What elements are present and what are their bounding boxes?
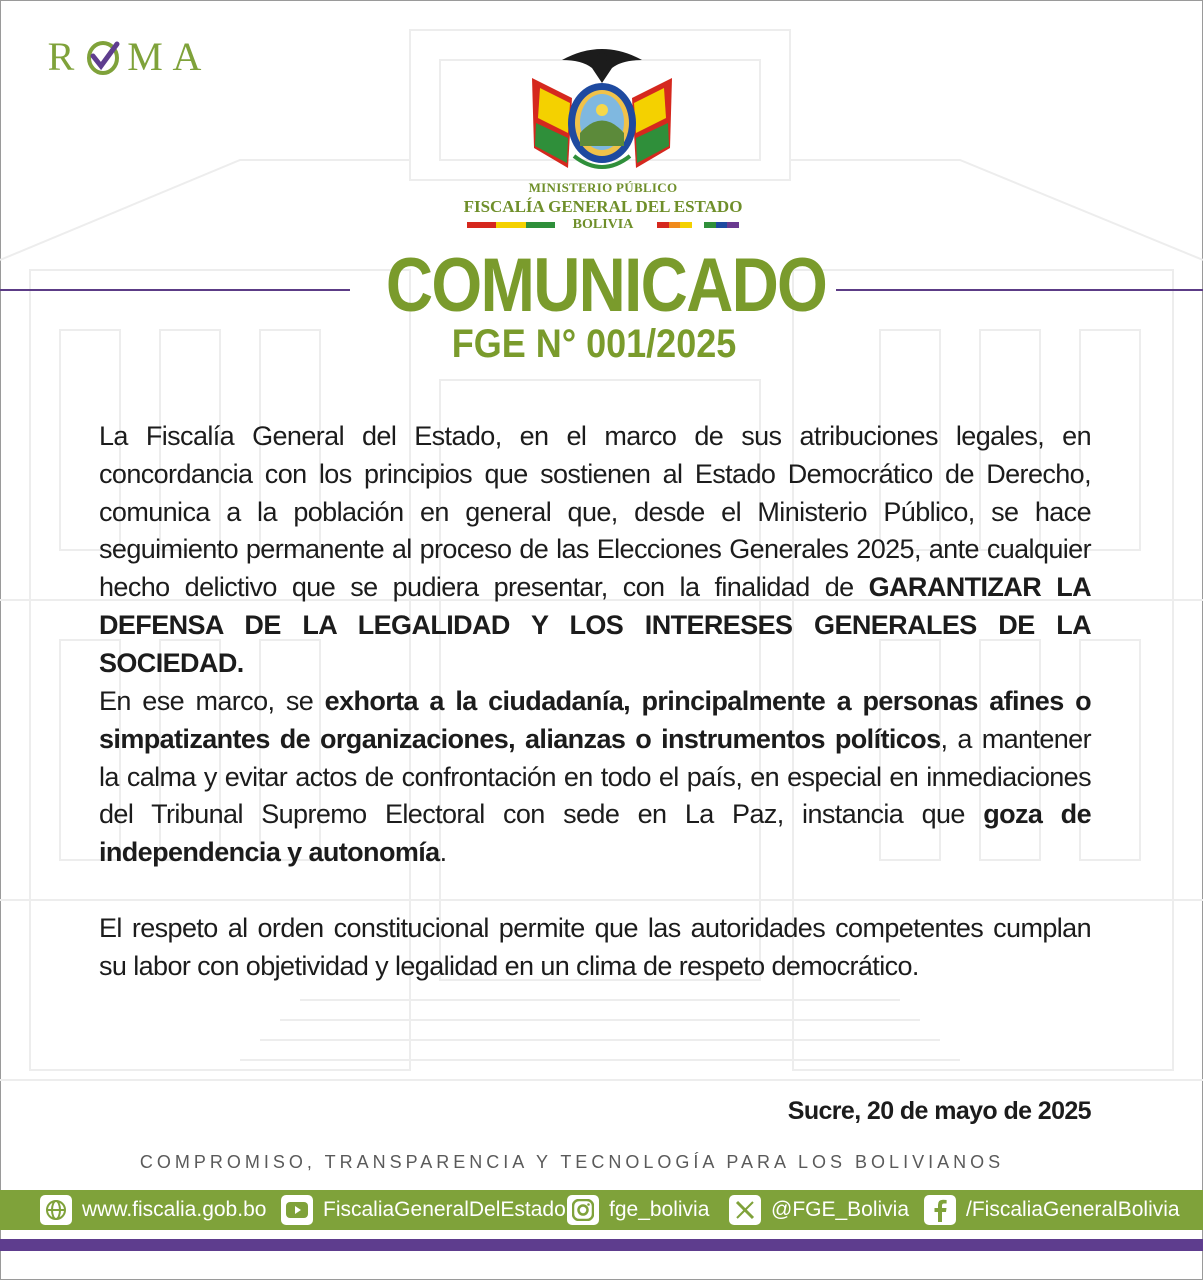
youtube-link[interactable] [281,1192,566,1228]
facebook-link[interactable] [924,1192,1180,1228]
page-title: COMUNICADO [385,243,827,328]
instagram-icon [567,1195,599,1225]
paragraph-2-text2: , a mantener la calma y evitar actos de confrontación en todo el país, en especial en inmediaciones del Tribunal Supremo Electoral con sede en La Paz, instancia que [99,723,1091,830]
footer-purple-band [0,1239,1203,1251]
paragraph-2-bold1: exhorta a la ciudadanía, principalmente a personas afines o simpatizantes de organizaciones, alianzas o instrumentos políticos [99,686,1091,754]
website-link[interactable] [40,1192,266,1228]
paragraph-2-bold2: goza de independencia y autonomía [99,799,1091,868]
roma-check-icon [82,36,124,76]
institution-line2: FISCALÍA GENERAL DEL ESTADO [463,197,743,216]
coat-of-arms-icon [522,38,682,178]
facebook-label: /FiscaliaGeneralBolivia [966,1198,1180,1221]
globe-icon [40,1195,72,1225]
paragraph-3 [99,910,1091,986]
paragraph-2 [99,683,1091,872]
paragraph-1-text: La Fiscalía General del Estado, en el marco de sus atribuciones legales, en concordancia con los principios que sostienen al Estado Democrático de Derecho, comunica a la población en general que, desde el Ministerio Público, se hace seguimiento permanente al proceso de las Elecciones Generales 2025, ante cualquier hecho delictivo que se pudiera presentar, con la finalidad de [99,421,1091,603]
x-icon [729,1195,761,1225]
institution-line3: BOLIVIA [572,217,634,232]
youtube-icon [281,1195,313,1225]
paragraph-2-text1: En ese marco, se [99,686,325,716]
instagram-link[interactable] [567,1192,709,1228]
paragraph-1-bold: GARANTIZAR LA DEFENSA DE LA LEGALIDAD Y LOS INTERESES GENERALES DE LA SOCIEDAD. [99,572,1091,678]
paragraph-1 [99,418,1091,683]
institution-line1: MINISTERIO PÚBLICO [528,180,678,195]
title-divider-left [0,289,350,291]
roma-logo: R M A [47,33,202,79]
wiphala-stripe-right [657,222,739,228]
tricolor-stripe-left [467,222,555,228]
facebook-icon [924,1195,956,1225]
title-divider-right [836,289,1203,291]
x-link[interactable] [729,1192,909,1228]
communique-number: FGE N° 001/2025 [451,322,737,366]
paragraph-3-text: El respeto al orden constitucional permite que las autoridades competentes cumplan su labor con objetividad y legalidad en un clima de respeto democrático. [99,913,1091,981]
instagram-label: fge_bolivia [609,1198,710,1221]
x-label: @FGE_Bolivia [771,1198,910,1221]
paragraph-2-text3: . [439,837,447,868]
website-label: www.fiscalia.gob.bo [82,1198,267,1221]
slogan: COMPROMISO, TRANSPARENCIA Y TECNOLOGÍA PARA LOS BOLIVIANOS [139,1152,1005,1172]
youtube-label: FiscaliaGeneralDelEstado [323,1198,566,1221]
date-line: Sucre, 20 de mayo de 2025 [787,1097,1091,1125]
